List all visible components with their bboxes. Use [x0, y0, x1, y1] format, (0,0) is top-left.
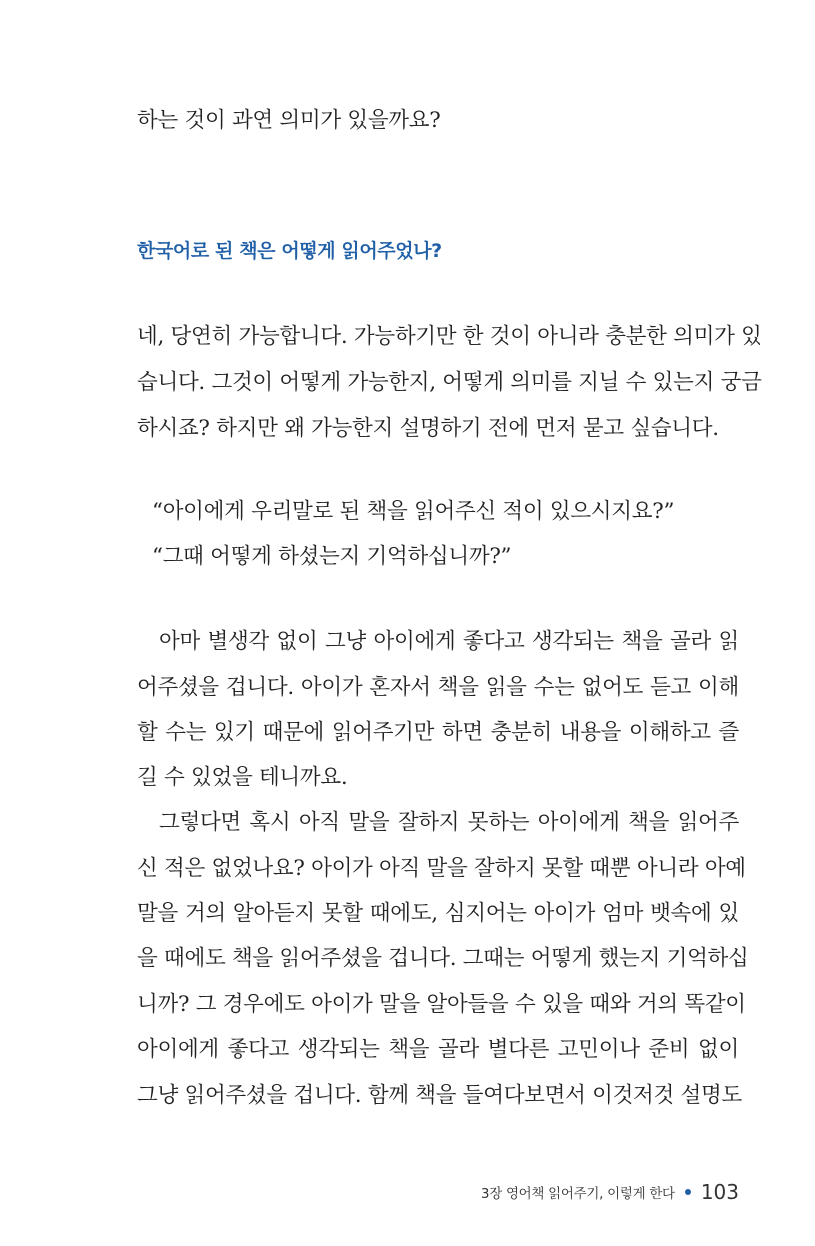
paragraph-line: 그렇다면 혹시 아직 말을 잘하지 못하는 아이에게 책을 읽어주: [159, 810, 739, 835]
paragraph-line: 니까? 그 경우에도 아이가 말을 알아들을 수 있을 때와 거의 똑같이: [137, 992, 746, 1017]
paragraph-line: 신 적은 없었나요? 아이가 아직 말을 잘하지 못할 때뿐 아니라 아예: [137, 856, 746, 881]
page-footer: [481, 1180, 739, 1204]
bullet-dot-icon: [685, 1189, 691, 1195]
quote-line: “그때 어떻게 하셨는지 기억하십니까?”: [152, 544, 512, 569]
paragraph-line: 아이에게 좋다고 생각되는 책을 골라 별다른 고민이나 준비 없이: [137, 1037, 739, 1062]
running-footer-chapter: 3장 영어책 읽어주기, 이렇게 한다: [480, 1186, 675, 1202]
section-heading: 한국어로 된 책은 어떻게 읽어주었나?: [137, 240, 442, 262]
paragraph-line: 네, 당연히 가능합니다. 가능하기만 한 것이 아니라 충분한 의미가 있: [137, 324, 762, 349]
paragraph-line: 습니다. 그것이 어떻게 가능한지, 어떻게 의미를 지닐 수 있는지 궁금: [137, 370, 762, 395]
paragraph-line: 말을 거의 알아듣지 못할 때에도, 심지어는 아이가 엄마 뱃속에 있: [137, 901, 739, 926]
paragraph-line: 아마 별생각 없이 그냥 아이에게 좋다고 생각되는 책을 골라 읽: [159, 629, 739, 654]
paragraph-line: 하시죠? 하지만 왜 가능한지 설명하기 전에 먼저 묻고 싶습니다.: [137, 416, 719, 441]
top-line: 하는 것이 과연 의미가 있을까요?: [137, 108, 441, 133]
paragraph-line: 어주셨을 겁니다. 아이가 혼자서 책을 읽을 수는 없어도 듣고 이해: [137, 675, 739, 700]
quote-line: “아이에게 우리말로 된 책을 읽어주신 적이 있으시지요?”: [152, 499, 675, 524]
paragraph-line: 을 때에도 책을 읽어주셨을 겁니다. 그때는 어떻게 했는지 기억하십: [137, 946, 749, 971]
paragraph-line: 그냥 읽어주셨을 겁니다. 함께 책을 들여다보면서 이것저것 설명도: [137, 1083, 742, 1108]
page-number: 103: [700, 1180, 739, 1204]
paragraph-line: 할 수는 있기 때문에 읽어주기만 하면 충분히 내용을 이해하고 즐: [137, 720, 739, 745]
paragraph-line: 길 수 있었을 테니까요.: [137, 765, 348, 790]
